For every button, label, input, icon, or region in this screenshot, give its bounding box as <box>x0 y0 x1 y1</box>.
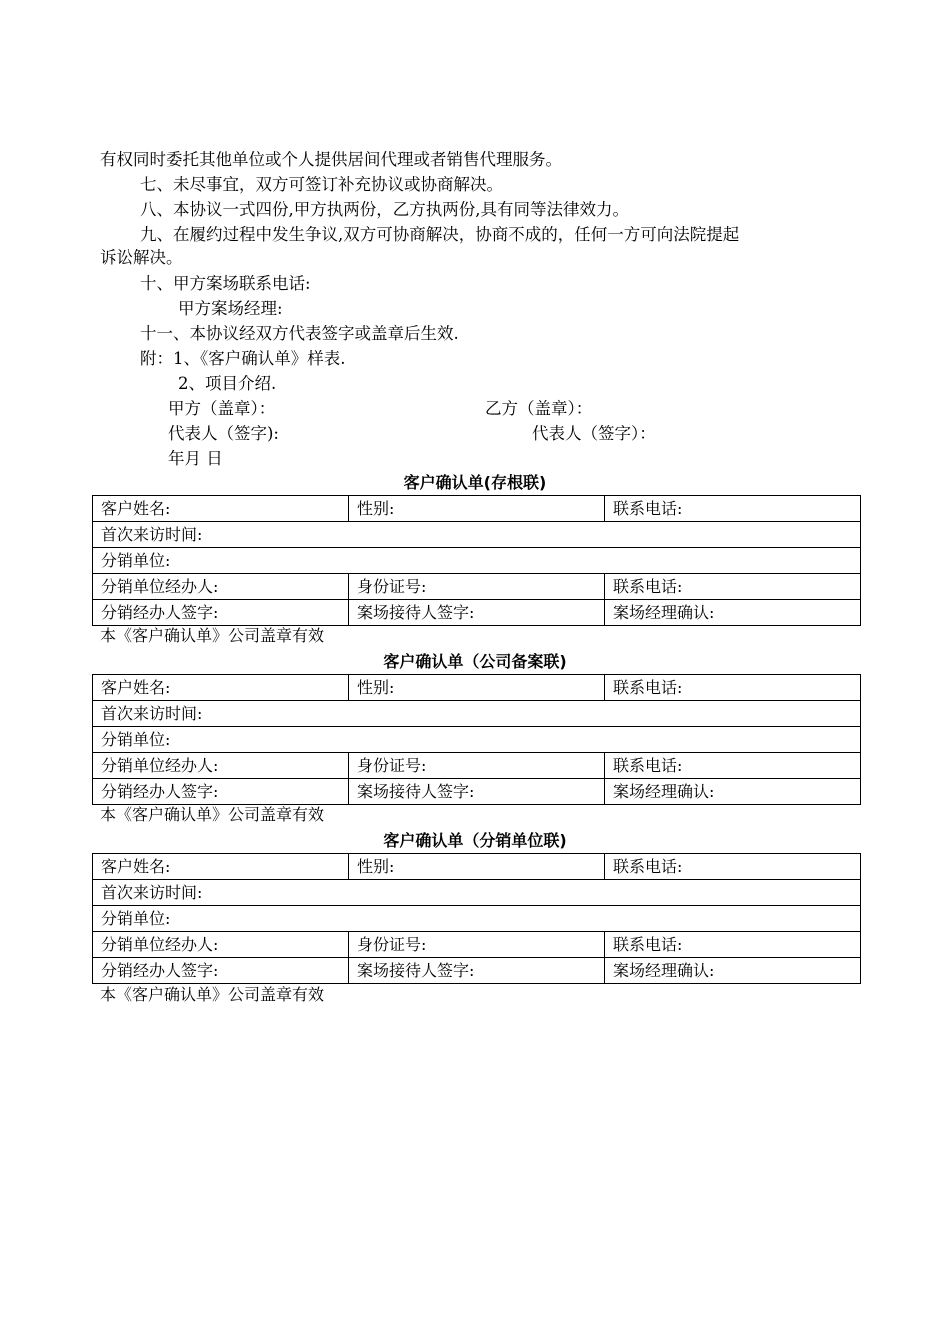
table-row <box>93 496 861 522</box>
clause-9-continuation: 诉讼解决。 <box>100 248 183 267</box>
attachment-2: 2、项目介绍. <box>178 374 277 393</box>
table-row <box>93 779 861 805</box>
form-title-distributor: 客户确认单（分销单位联) <box>383 831 567 850</box>
agent-signature-cell: 分销经办人签字: <box>93 600 349 626</box>
table-row <box>93 600 861 626</box>
receptionist-signature-cell: 案场接待人签字: <box>349 958 605 984</box>
clause-7: 七、未尽事宜，双方可签订补充协议或协商解决。 <box>140 175 503 194</box>
clause-10: 十、甲方案场联系电话: <box>140 274 311 293</box>
form-title-stub: 客户确认单(存根联) <box>403 473 547 492</box>
receptionist-signature-cell: 案场接待人签字: <box>349 600 605 626</box>
manager-confirm-cell: 案场经理确认: <box>605 958 861 984</box>
customer-name-cell: 客户姓名: <box>93 854 349 880</box>
table-row <box>93 548 861 574</box>
first-visit-time-cell: 首次来访时间: <box>93 701 861 727</box>
party-a-seal: 甲方（盖章）： <box>168 399 276 418</box>
clause-11: 十一、本协议经双方代表签字或盖章后生效. <box>140 324 459 343</box>
distributor-cell: 分销单位: <box>93 906 861 932</box>
customer-confirmation-form-stub <box>92 495 861 626</box>
phone-cell: 联系电话: <box>605 675 861 701</box>
table-row <box>93 854 861 880</box>
first-visit-time-cell: 首次来访时间: <box>93 880 861 906</box>
receptionist-signature-cell: 案场接待人签字: <box>349 779 605 805</box>
customer-name-cell: 客户姓名: <box>93 675 349 701</box>
table-row <box>93 701 861 727</box>
attachment-1: 附：1、《客户确认单》样表. <box>140 349 346 368</box>
table-row <box>93 522 861 548</box>
signature-date: 年月 日 <box>168 449 223 468</box>
party-b-seal: 乙方（盖章）： <box>485 399 593 418</box>
phone-cell: 联系电话: <box>605 854 861 880</box>
distributor-cell: 分销单位: <box>93 727 861 753</box>
manager-confirm-cell: 案场经理确认: <box>605 600 861 626</box>
first-visit-time-cell: 首次来访时间: <box>93 522 861 548</box>
distributor-agent-cell: 分销单位经办人: <box>93 753 349 779</box>
clause-continuation: 有权同时委托其他单位或个人提供居间代理或者销售代理服务。 <box>100 150 562 169</box>
distributor-cell: 分销单位: <box>93 548 861 574</box>
gender-cell: 性别: <box>349 496 605 522</box>
table-row <box>93 574 861 600</box>
manager-confirm-cell: 案场经理确认: <box>605 779 861 805</box>
party-b-representative: 代表人（签字）： <box>532 424 656 443</box>
distributor-agent-cell: 分销单位经办人: <box>93 574 349 600</box>
gender-cell: 性别: <box>349 675 605 701</box>
agent-phone-cell: 联系电话: <box>605 574 861 600</box>
table-row <box>93 753 861 779</box>
customer-confirmation-form-company <box>92 674 861 805</box>
form-note: 本《客户确认单》公司盖章有效 <box>100 805 325 824</box>
form-note: 本《客户确认单》公司盖章有效 <box>100 626 325 645</box>
phone-cell: 联系电话: <box>605 496 861 522</box>
customer-name-cell: 客户姓名: <box>93 496 349 522</box>
customer-confirmation-form-distributor <box>92 853 861 984</box>
id-number-cell: 身份证号: <box>349 932 605 958</box>
clause-10-manager: 甲方案场经理: <box>178 299 283 318</box>
clause-8: 八、本协议一式四份,甲方执两份，乙方执两份,具有同等法律效力。 <box>140 200 629 219</box>
agent-phone-cell: 联系电话: <box>605 932 861 958</box>
table-row <box>93 958 861 984</box>
clause-9: 九、在履约过程中发生争议,双方可协商解决，协商不成的，任何一方可向法院提起 <box>140 225 740 244</box>
table-row <box>93 727 861 753</box>
agent-signature-cell: 分销经办人签字: <box>93 958 349 984</box>
id-number-cell: 身份证号: <box>349 574 605 600</box>
party-a-representative: 代表人（签字): <box>168 424 279 443</box>
gender-cell: 性别: <box>349 854 605 880</box>
form-title-company: 客户确认单（公司备案联) <box>383 652 567 671</box>
table-row <box>93 906 861 932</box>
id-number-cell: 身份证号: <box>349 753 605 779</box>
form-note: 本《客户确认单》公司盖章有效 <box>100 985 325 1004</box>
table-row <box>93 880 861 906</box>
distributor-agent-cell: 分销单位经办人: <box>93 932 349 958</box>
table-row <box>93 675 861 701</box>
table-row <box>93 932 861 958</box>
agent-phone-cell: 联系电话: <box>605 753 861 779</box>
agent-signature-cell: 分销经办人签字: <box>93 779 349 805</box>
